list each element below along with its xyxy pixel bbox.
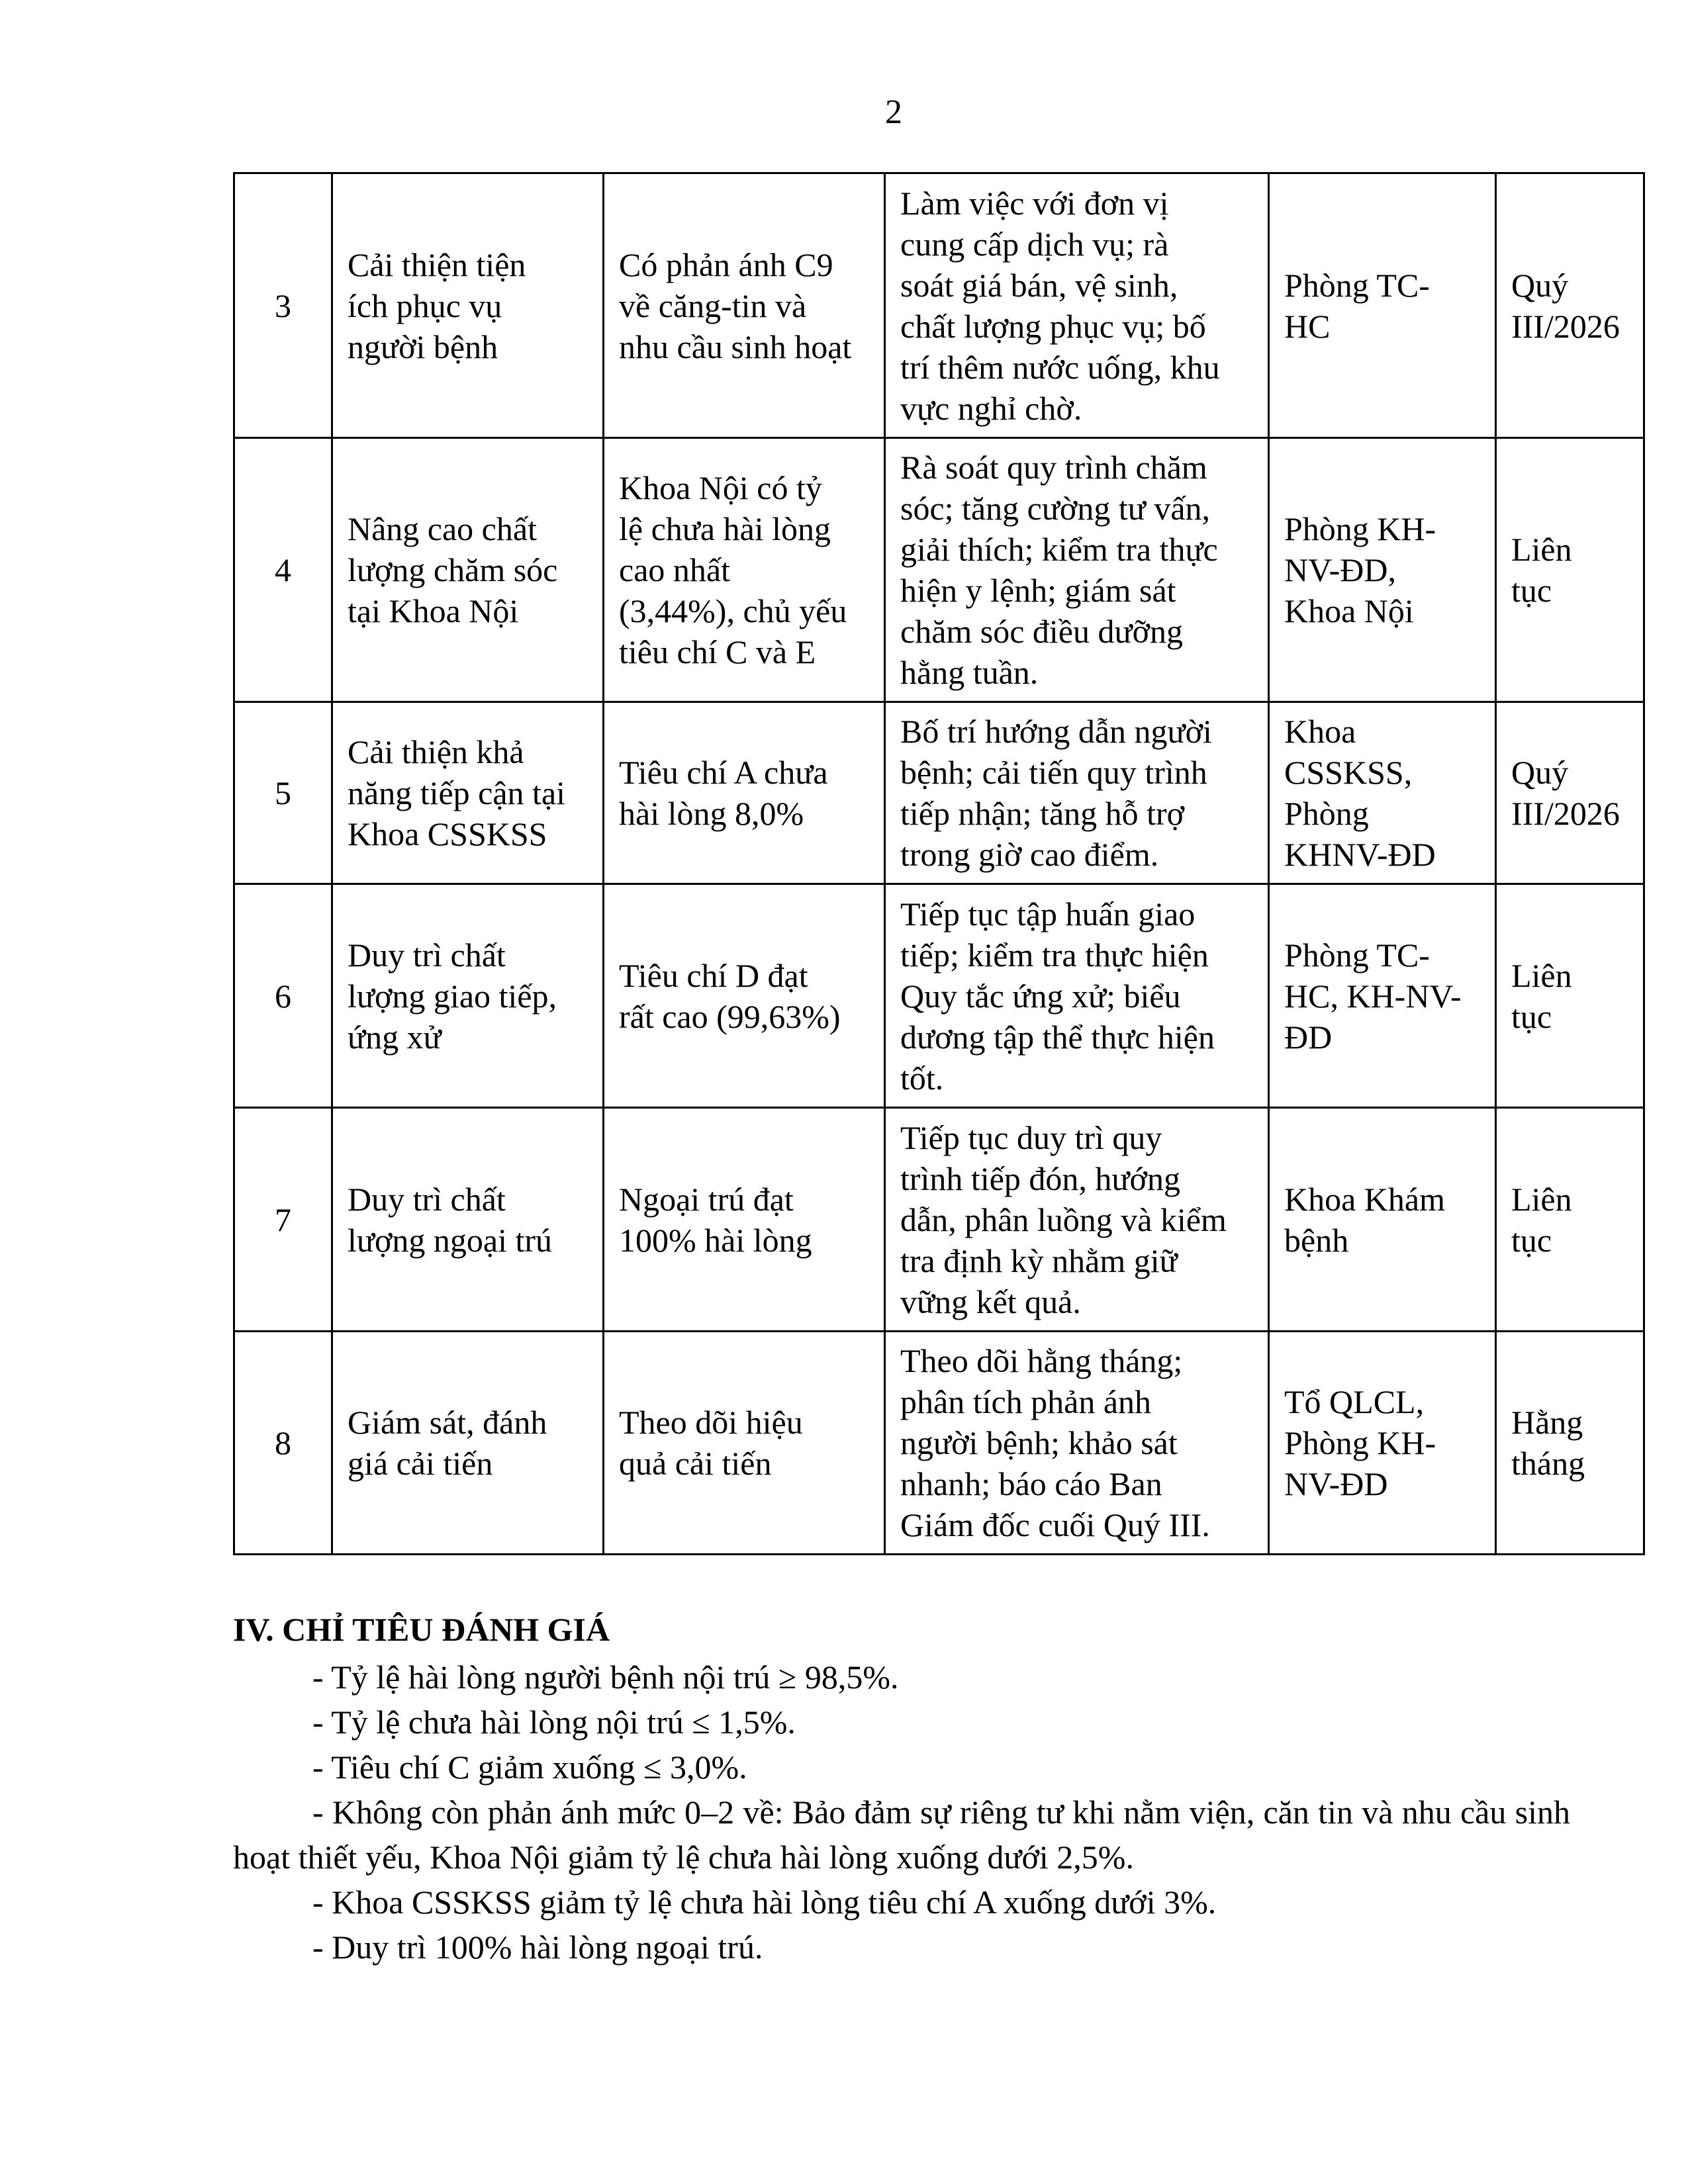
basis-cell: Khoa Nội có tỷ lệ chưa hài lòng cao nhất (3,44%), chủ yếu tiêu chí C và E xyxy=(604,438,885,702)
basis-cell: Tiêu chí D đạt rất cao (99,63%) xyxy=(604,884,885,1108)
row-number: 8 xyxy=(234,1332,332,1555)
row-number: 5 xyxy=(234,702,332,884)
criteria-item: - Tỷ lệ hài lòng người bệnh nội trú ≥ 98,5%. xyxy=(312,1659,899,1696)
row-number: 6 xyxy=(234,884,332,1108)
action-cell: Tiếp tục tập huấn giao tiếp; kiểm tra thực hiện Quy tắc ứng xử; biểu dương tập thể thực hiện tốt. xyxy=(885,884,1269,1108)
timeline-cell: Quý III/2026 xyxy=(1496,173,1644,438)
task-cell: Giám sát, đánh giá cải tiến xyxy=(332,1332,604,1555)
row-number: 7 xyxy=(234,1108,332,1332)
table-row xyxy=(234,884,1644,1108)
responsible-cell: Khoa Khám bệnh xyxy=(1269,1108,1496,1332)
action-cell: Theo dõi hằng tháng; phân tích phản ánh người bệnh; khảo sát nhanh; báo cáo Ban Giám đốc cuối Quý III. xyxy=(885,1332,1269,1555)
evaluation-criteria-section xyxy=(233,1608,1570,1970)
timeline-cell: Liên tục xyxy=(1496,884,1644,1108)
table-row xyxy=(234,1332,1644,1555)
responsible-cell: Phòng TC- HC, KH-NV- ĐD xyxy=(1269,884,1496,1108)
task-cell: Cải thiện khả năng tiếp cận tại Khoa CSSKSS xyxy=(332,702,604,884)
table-row xyxy=(234,173,1644,438)
task-cell: Duy trì chất lượng ngoại trú xyxy=(332,1108,604,1332)
basis-cell: Tiêu chí A chưa hài lòng 8,0% xyxy=(604,702,885,884)
timeline-cell: Liên tục xyxy=(1496,1108,1644,1332)
table-row xyxy=(234,438,1644,702)
action-cell: Làm việc với đơn vị cung cấp dịch vụ; rà soát giá bán, vệ sinh, chất lượng phục vụ; bố trí thêm nước uống, khu vực nghỉ chờ. xyxy=(885,173,1269,438)
basis-cell: Theo dõi hiệu quả cải tiến xyxy=(604,1332,885,1555)
responsible-cell: Tổ QLCL, Phòng KH- NV-ĐD xyxy=(1269,1332,1496,1555)
criteria-item: - Tỷ lệ chưa hài lòng nội trú ≤ 1,5%. xyxy=(312,1704,796,1741)
section-heading: IV. CHỈ TIÊU ĐÁNH GIÁ xyxy=(233,1611,610,1648)
task-cell: Cải thiện tiện ích phục vụ người bệnh xyxy=(332,173,604,438)
row-number: 4 xyxy=(234,438,332,702)
timeline-cell: Hằng tháng xyxy=(1496,1332,1644,1555)
responsible-cell: Phòng TC- HC xyxy=(1269,173,1496,438)
responsible-cell: Phòng KH- NV-ĐD, Khoa Nội xyxy=(1269,438,1496,702)
basis-cell: Ngoại trú đạt 100% hài lòng xyxy=(604,1108,885,1332)
task-cell: Duy trì chất lượng giao tiếp, ứng xử xyxy=(332,884,604,1108)
timeline-cell: Liên tục xyxy=(1496,438,1644,702)
table-row xyxy=(234,702,1644,884)
timeline-cell: Quý III/2026 xyxy=(1496,702,1644,884)
responsible-cell: Khoa CSSKSS, Phòng KHNV-ĐD xyxy=(1269,702,1496,884)
basis-cell: Có phản ánh C9 về căng-tin và nhu cầu sinh hoạt xyxy=(604,173,885,438)
action-cell: Bố trí hướng dẫn người bệnh; cải tiến quy trình tiếp nhận; tăng hỗ trợ trong giờ cao điểm. xyxy=(885,702,1269,884)
criteria-item: - Duy trì 100% hài lòng ngoại trú. xyxy=(312,1929,763,1966)
action-cell: Tiếp tục duy trì quy trình tiếp đón, hướng dẫn, phân luồng và kiểm tra định kỳ nhằm giữ vững kết quả. xyxy=(885,1108,1269,1332)
page-number: 2 xyxy=(885,93,902,131)
criteria-item: - Tiêu chí C giảm xuống ≤ 3,0%. xyxy=(312,1749,747,1786)
criteria-item: - Khoa CSSKSS giảm tỷ lệ chưa hài lòng tiêu chí A xuống dưới 3%. xyxy=(312,1884,1217,1921)
table-row xyxy=(234,1108,1644,1332)
action-plan-table xyxy=(233,172,1645,1555)
criteria-item: - Không còn phản ánh mức 0–2 về: Bảo đảm sự riêng tư khi nằm viện, căn tin và nhu cầu sinh hoạt thiết yếu, Khoa Nội giảm tỷ lệ chưa hài lòng xuống dưới 2,5%. xyxy=(233,1794,1570,1876)
action-cell: Rà soát quy trình chăm sóc; tăng cường tư vấn, giải thích; kiểm tra thực hiện y lệnh; giám sát chăm sóc điều dưỡng hằng tuần. xyxy=(885,438,1269,702)
row-number: 3 xyxy=(234,173,332,438)
task-cell: Nâng cao chất lượng chăm sóc tại Khoa Nội xyxy=(332,438,604,702)
